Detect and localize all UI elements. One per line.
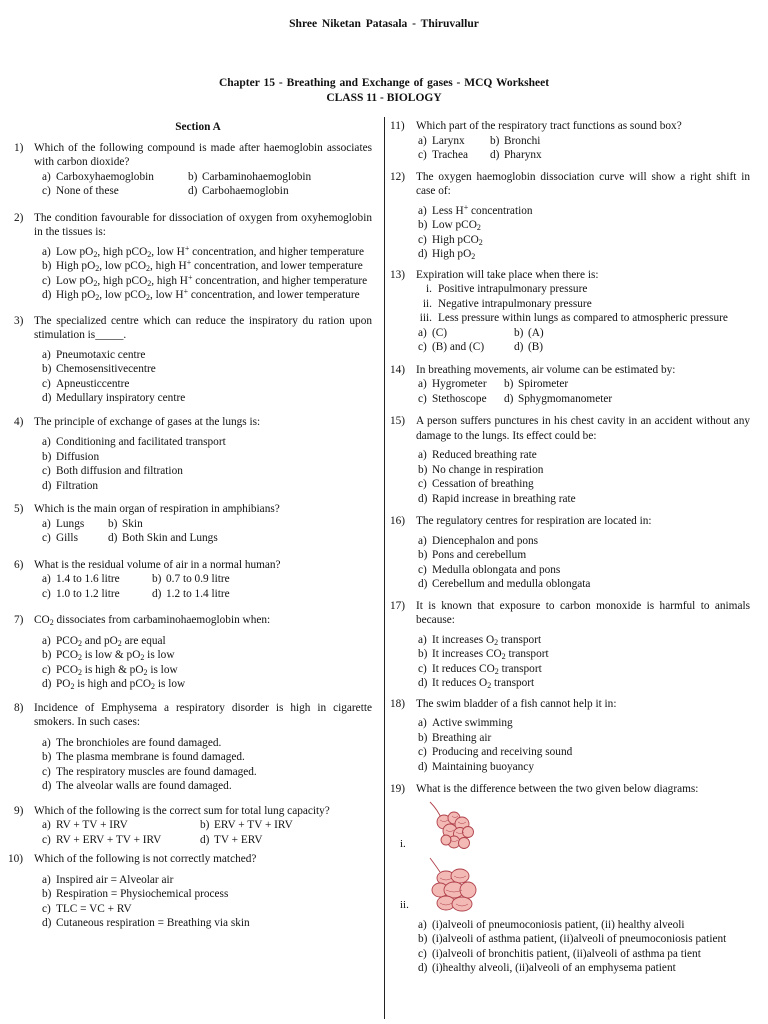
option: a) Reduced breathing rate (418, 449, 537, 461)
section-heading: Section A (175, 121, 221, 133)
question-text: A person suffers punctures in his chest cavity in an accident without any damage to the lungs. Its effect could be: (416, 415, 750, 442)
question (14, 613, 372, 628)
question-text: Which is the main organ of respiration in amphibians? (34, 503, 280, 515)
option: a) $PCO_2$ and $pO_2$ are equal (42, 634, 166, 648)
option: b) (A) (514, 326, 544, 339)
option: d) (i)healthy alveoli, (ii)alveoli of an emphysema patient (418, 962, 676, 974)
class-subtitle: CLASS 11 - BIOLOGY (326, 92, 442, 104)
option: c) 1.0 to 1.2 litre (42, 587, 120, 600)
worksheet-title: Chapter 15 - Breathing and Exchange of gases - MCQ Worksheet (218, 77, 550, 89)
options (390, 326, 750, 355)
option: b) Spirometer (504, 378, 569, 390)
statement-list (390, 282, 750, 326)
option: a) Conditioning and facilitated transport (42, 436, 226, 448)
column-divider (384, 117, 385, 1019)
option: b) Skin (108, 517, 143, 530)
option: b) Low pCO$_2$ (418, 219, 481, 232)
question-text: It is known that exposure to carbon monoxide is harmful to animals because: (416, 599, 750, 626)
option: c) Cessation of breathing (418, 478, 534, 490)
option: b) Respiration = Physiochemical process (42, 888, 229, 900)
option: a) (C) (418, 326, 448, 339)
option: a) Diencephalon and pons (418, 534, 539, 547)
diagram-i (390, 800, 750, 854)
option: c) The respiratory muscles are found damaged. (42, 765, 257, 778)
option: c) High pCO$_2$ (418, 233, 483, 247)
question-number: 5) (14, 503, 24, 515)
question-text: The specialized centre which can reduce the inspiratory du ration upon stimulation is_____. (34, 314, 372, 341)
question-number: 9) (14, 804, 24, 817)
question (14, 314, 372, 343)
question (390, 697, 750, 712)
diagram-ii (390, 856, 750, 916)
option: b) 0.7 to 0.9 litre (152, 573, 230, 585)
question (14, 415, 372, 430)
question-text: The condition favourable for dissociation of oxygen from oxyhemoglobin in the tissues is: (34, 211, 372, 238)
option: a) 1.4 to 1.6 litre (42, 573, 120, 585)
option: a) Active swimming (418, 717, 513, 729)
options (14, 170, 372, 199)
option: d) Medullary inspiratory centre (42, 392, 186, 404)
question-text: Incidence of Emphysema a respiratory disorder is high in cigarette smokers. In such cases: (34, 701, 372, 728)
option: b) Bronchi (490, 134, 541, 147)
option: d) It reduces $O_2$ transport (418, 677, 535, 690)
option: a) Pneumotaxic centre (42, 348, 146, 361)
question-text: What is the residual volume of air in a normal human? (34, 558, 281, 571)
question (14, 211, 372, 240)
question-number: 7) (14, 614, 24, 626)
question (390, 514, 750, 529)
question-text: Which part of the respiratory tract functions as sound box? (416, 120, 682, 132)
question-text: Which of the following is not correctly matched? (34, 853, 257, 865)
question-text: Which of the following compound is made after haemoglobin associates with carbon dioxide? (34, 141, 372, 168)
question (390, 119, 750, 134)
option: b) (i)alveoli of asthma patient, (ii)alveoli of pneumoconiosis patient (418, 933, 727, 945)
option: d) TV + ERV (200, 833, 263, 846)
option: a) Lungs (42, 517, 85, 530)
option: b) $PCO_2$ is low & $pO_2$ is low (42, 649, 175, 662)
option: d) The alveolar walls are found damaged. (42, 780, 232, 792)
options (14, 572, 372, 601)
diagram-label: ii. (400, 899, 409, 912)
option: b) Chemosensitivecentre (42, 363, 156, 375)
options (14, 245, 372, 303)
options (14, 517, 372, 546)
option: c) Apneusticcentre (42, 377, 130, 390)
option: a) Carboxyhaemoglobin (42, 170, 154, 183)
option: d) High $pO_2$ (418, 248, 476, 261)
question (14, 502, 372, 517)
option: c) RV + ERV + TV + IRV (42, 833, 162, 846)
question (390, 363, 750, 378)
option: c) (B) and (C) (418, 341, 485, 353)
question (390, 268, 750, 283)
question-number: 13) (390, 268, 406, 281)
question (390, 599, 750, 628)
options (390, 918, 750, 976)
option: d) Pharynx (490, 149, 542, 161)
question (390, 782, 750, 797)
question-number: 17) (390, 599, 406, 612)
option: d) Cerebellum and medulla oblongata (418, 578, 591, 590)
question-text: The principle of exchange of gases at the lungs is: (34, 415, 261, 428)
question-number: 15) (390, 415, 406, 427)
question-text: The regulatory centres for respiration are located in: (416, 515, 652, 527)
question-number: 2) (14, 211, 24, 224)
option: d) Maintaining buoyancy (418, 760, 534, 773)
option: a) Inspired air = Alveolar air (42, 873, 174, 886)
option: a) It increases $O_2$ transport (418, 633, 542, 647)
question-text: Which of the following is the correct sum for total lung capacity? (34, 804, 330, 817)
option: a) RV + TV + IRV (42, 819, 128, 831)
question-number: 10) (8, 853, 24, 865)
question-number: 12) (390, 170, 406, 183)
option: d) High $pO_2$, low pCO$_2$, low H+ concentration, and lower temperature (42, 287, 360, 302)
option: b) Diffusion (42, 450, 100, 463)
alveoli-cluster-image (424, 800, 482, 854)
left-column (8, 120, 372, 931)
option: b) The plasma membrane is found damaged. (42, 751, 245, 763)
option: a) Low $pO_2$, high pCO$_2$, low H+ concentration, and higher temperature (42, 243, 365, 259)
alveoli-cluster-image (424, 856, 482, 916)
option: a) Hygrometer (418, 378, 487, 390)
statement: ii. Negative intrapulmonary pressure (422, 297, 592, 310)
school-name: Shree Niketan Patasala - Thiruvallur (289, 18, 479, 30)
option: d) 1.2 to 1.4 litre (152, 587, 230, 600)
options (390, 633, 750, 691)
question-number: 3) (14, 314, 24, 327)
option: b) High $pO_2$, low pCO$_2$, high H+ concentration, and lower temperature (42, 258, 363, 273)
option: c) TLC = VC + RV (42, 902, 132, 915)
option: c) Stethoscope (418, 392, 487, 405)
options (14, 634, 372, 692)
question-text: $CO_2$ dissociates from carbaminohaemoglobin when: (34, 614, 271, 627)
option: d) $PO_2$ is high and pCO$_2$ is low (42, 678, 186, 691)
options (14, 435, 372, 493)
question-number: 11) (390, 120, 405, 132)
option: c) Trachea (418, 149, 468, 161)
option: c) Producing and receiving sound (418, 746, 573, 758)
options (390, 204, 750, 262)
question-number: 16) (390, 515, 406, 527)
options (14, 818, 372, 847)
question (8, 852, 372, 867)
option: a) The bronchioles are found damaged. (42, 736, 222, 749)
question-number: 1) (14, 141, 24, 154)
options (390, 716, 750, 774)
option: c) None of these (42, 185, 119, 197)
option: d) Sphygmomanometer (504, 392, 613, 405)
option: d) Filtration (42, 479, 99, 492)
statement: i. Positive intrapulmonary pressure (426, 283, 588, 295)
option: b) No change in respiration (418, 463, 544, 476)
options (390, 448, 750, 506)
diagram-label: i. (400, 838, 406, 851)
question (390, 414, 750, 443)
option: d) Rapid increase in breathing rate (418, 492, 576, 505)
question (390, 170, 750, 199)
option: c) Medulla oblongata and pons (418, 563, 561, 576)
option: d) Carbohaemoglobin (188, 185, 289, 197)
question-number: 8) (14, 701, 24, 714)
question-number: 6) (14, 558, 24, 571)
options (390, 134, 750, 163)
option: b) Breathing air (418, 731, 492, 744)
question-text: What is the difference between the two given below diagrams: (416, 783, 699, 795)
options (14, 873, 372, 931)
option: b) ERV + TV + IRV (200, 819, 293, 831)
question (14, 804, 372, 819)
option: c) It reduces $CO_2$ transport (418, 662, 542, 676)
question-text: The swim bladder of a fish cannot help it in: (416, 697, 617, 710)
statement: iii. Less pressure within lungs as compared to atmospheric pressure (419, 312, 728, 324)
options (390, 534, 750, 592)
right-column (390, 119, 750, 976)
question-number: 4) (14, 415, 24, 428)
option: a) (i)alveoli of pneumoconiosis patient, (ii) healthy alveoli (418, 918, 685, 931)
options (390, 377, 750, 406)
question-text: Expiration will take place when there is: (416, 268, 599, 281)
option: b) Carbaminohaemoglobin (188, 170, 312, 183)
question-number: 14) (390, 363, 406, 376)
options (14, 348, 372, 406)
question (14, 701, 372, 730)
option: a) Larynx (418, 134, 465, 147)
option: d) (B) (514, 341, 544, 353)
option: b) It increases $CO_2$ transport (418, 648, 549, 661)
question-text: In breathing movements, air volume can be estimated by: (416, 363, 676, 376)
question-number: 19) (390, 783, 406, 795)
option: c) Both diffusion and filtration (42, 465, 183, 477)
question-number: 18) (390, 697, 406, 710)
option: c) Gills (42, 532, 78, 544)
options (14, 736, 372, 794)
option: b) Pons and cerebellum (418, 549, 527, 561)
question (14, 141, 372, 170)
option: d) Cutaneous respiration = Breathing via skin (42, 917, 250, 929)
option: c) $PCO_2$ is high & $pO_2$ is low (42, 663, 178, 677)
option: c) (i)alveoli of bronchitis patient, (ii)alveoli of asthma pa tient (418, 947, 701, 960)
option: d) Both Skin and Lungs (108, 532, 218, 544)
option: c) Low $pO_2$, high pCO$_2$, high H+ concentration, and higher temperature (42, 272, 368, 288)
question (14, 558, 372, 573)
question-text: The oxygen haemoglobin dissociation curve will show a right shift in case of: (416, 170, 750, 197)
option: a) Less H+ concentration (418, 202, 533, 217)
